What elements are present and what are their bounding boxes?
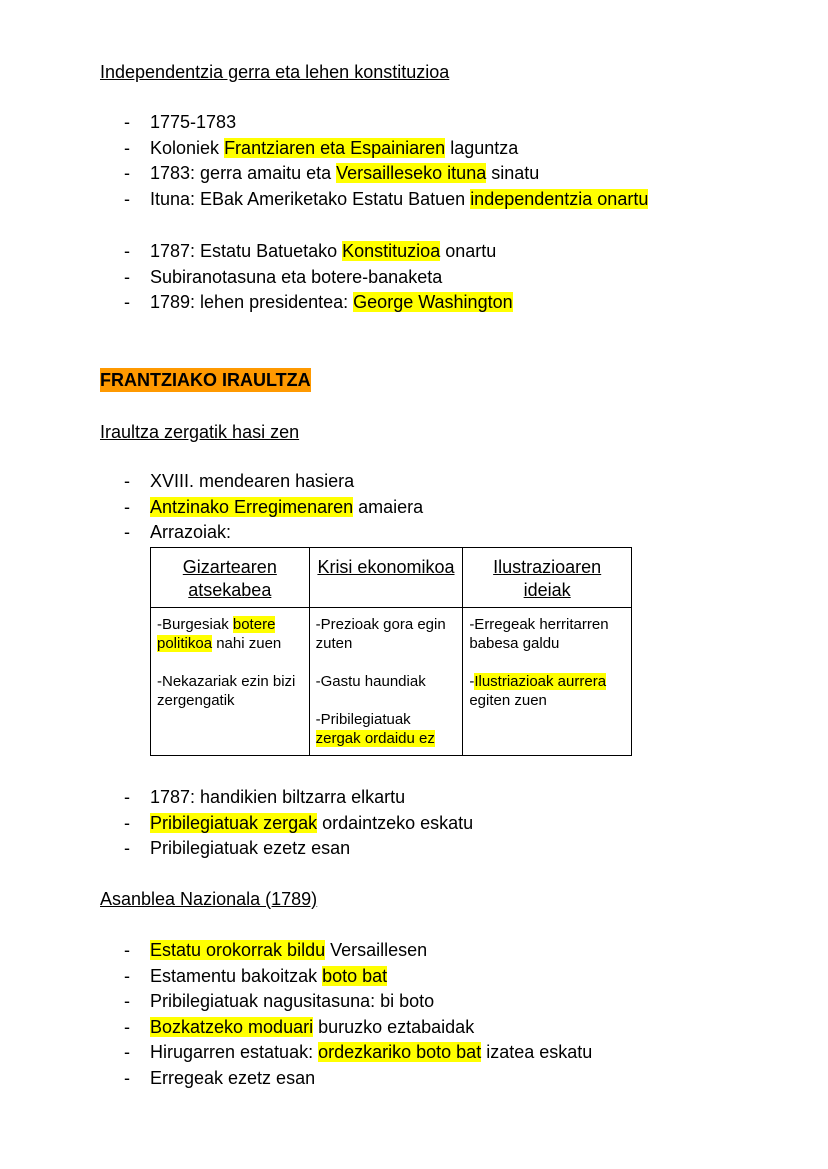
list-item: [124, 836, 473, 862]
highlighted-text: Ilustriazioak aurrera: [474, 673, 607, 690]
list-item: [124, 520, 423, 546]
text: amaiera: [353, 496, 424, 517]
list-bullet: -: [124, 812, 130, 833]
list-item: [124, 187, 648, 213]
cell-paragraph: [157, 672, 303, 710]
text: sinatu: [486, 163, 540, 184]
why-list: [124, 469, 423, 546]
text: Arrazoiak:: [150, 522, 232, 543]
table-cell: [463, 608, 632, 756]
table-header: Gizartearen atsekabea: [151, 548, 310, 608]
reasons-table: [150, 547, 632, 756]
highlighted-text: zergak ordaidu ez: [315, 730, 435, 747]
text: 1783: gerra amaitu eta: [150, 163, 337, 184]
text: Hirugarren estatuak:: [150, 1042, 319, 1063]
list-bullet: -: [124, 991, 130, 1012]
text: -Nekazariak ezin bizi zergengatik: [157, 673, 296, 709]
text: 1787: handikien biltzarra elkartu: [150, 787, 406, 807]
text: ordaintzeko eskatu: [317, 812, 474, 833]
list-bullet: -: [124, 940, 130, 960]
text: -Erregeak herritarren babesa galdu: [469, 616, 609, 652]
text: Pribilegiatuak ezetz esan: [150, 838, 351, 859]
list-item: [124, 964, 592, 990]
cell-paragraph: [157, 615, 303, 653]
list-item: [124, 1040, 592, 1066]
text: 1789: lehen presidentea:: [150, 292, 354, 313]
list-item: [124, 938, 592, 964]
highlighted-text: Estatu orokorrak bildu: [150, 940, 326, 960]
text: Erregeak ezetz esan: [150, 1067, 316, 1088]
independence-list-2: [124, 239, 513, 316]
list-bullet: -: [124, 471, 130, 491]
list-bullet: -: [124, 112, 130, 132]
text: Versaillesen: [325, 940, 428, 960]
list-item: [124, 989, 592, 1015]
text: onartu: [440, 241, 497, 261]
assembly-heading: Asanblea Nazionala (1789): [100, 889, 318, 909]
cell-paragraph: [316, 615, 457, 653]
highlighted-text: Bozkatzeko moduari: [150, 1016, 314, 1037]
text: XVIII. mendearen hasiera: [150, 471, 355, 491]
list-bullet: -: [124, 266, 130, 287]
list-item: [124, 136, 648, 162]
list-item: [124, 495, 423, 521]
section-title: FRANTZIAKO IRAULTZA: [100, 370, 311, 390]
list-bullet: -: [124, 292, 130, 313]
assembly-list: [124, 938, 592, 1092]
table-header: Krisi ekonomikoa: [309, 548, 463, 608]
text: 1775-1783: [150, 112, 237, 132]
list-item: [124, 469, 423, 495]
list-bullet: -: [124, 496, 130, 517]
independence-heading: Independentzia gerra eta lehen konstituzioa: [100, 62, 450, 82]
text: izatea eskatu: [481, 1042, 593, 1063]
list-item: [124, 290, 513, 316]
text: -Pribilegiatuak: [315, 711, 411, 728]
list-bullet: -: [124, 965, 130, 986]
list-item: [124, 265, 513, 291]
list-item: [124, 1015, 592, 1041]
highlighted-text: Versailleseko ituna: [336, 163, 487, 184]
independence-list-1: [124, 110, 648, 212]
text: -Prezioak gora egin zuten: [315, 616, 446, 652]
highlighted-text: boto bat: [322, 965, 388, 986]
list-bullet: -: [124, 1067, 130, 1088]
list-bullet: -: [124, 137, 130, 158]
text: buruzko eztabaidak: [313, 1016, 475, 1037]
list-bullet: -: [124, 1042, 130, 1063]
list-bullet: -: [124, 241, 130, 261]
list-bullet: -: [124, 838, 130, 859]
list-item: [124, 161, 648, 187]
text: Estamentu bakoitzak: [150, 965, 323, 986]
list-bullet: -: [124, 188, 130, 209]
why-heading: Iraultza zergatik hasi zen: [100, 422, 300, 442]
cell-paragraph: [316, 710, 457, 748]
text: Ituna: EBak Ameriketako Estatu Batuen: [150, 188, 471, 209]
table-cell: [309, 608, 463, 756]
list-item: [124, 110, 648, 136]
table-header-row: [151, 548, 632, 608]
highlighted-text: Pribilegiatuak zergak: [150, 812, 318, 833]
highlighted-text: George Washington: [353, 292, 513, 313]
table-cell: [151, 608, 310, 756]
text: -Burgesiak: [157, 616, 233, 633]
text: Koloniek: [150, 137, 225, 158]
cell-paragraph: [469, 615, 625, 653]
list-bullet: -: [124, 1016, 130, 1037]
highlighted-text: Frantziaren eta Espainiaren: [224, 137, 446, 158]
list-item: [124, 811, 473, 837]
highlighted-text: independentzia onartu: [470, 188, 649, 209]
list-item: [124, 239, 513, 265]
list-bullet: -: [124, 787, 130, 807]
highlighted-text: Konstituzioa: [342, 241, 441, 261]
cell-paragraph: [316, 672, 457, 691]
text: Subiranotasuna eta botere-banaketa: [150, 266, 443, 287]
table-header: Ilustrazioaren ideiak: [463, 548, 632, 608]
list-item: [124, 785, 473, 811]
cell-paragraph: [469, 672, 625, 710]
highlighted-text: botere politikoa: [157, 616, 276, 652]
text: laguntza: [445, 137, 519, 158]
text: nahi zuen: [212, 635, 282, 652]
highlighted-text: Antzinako Erregimenaren: [150, 496, 354, 517]
text: Pribilegiatuak nagusitasuna: bi boto: [150, 991, 435, 1012]
table-row: [151, 608, 632, 756]
text: -: [469, 673, 475, 690]
list-item: [124, 1066, 592, 1092]
text: 1787: Estatu Batuetako: [150, 241, 343, 261]
text: -Gastu haundiak: [315, 673, 426, 690]
list-bullet: -: [124, 163, 130, 184]
text: egiten zuen: [469, 692, 547, 709]
highlighted-text: ordezkariko boto bat: [318, 1042, 482, 1063]
after-list: [124, 785, 473, 862]
list-bullet: -: [124, 522, 130, 543]
